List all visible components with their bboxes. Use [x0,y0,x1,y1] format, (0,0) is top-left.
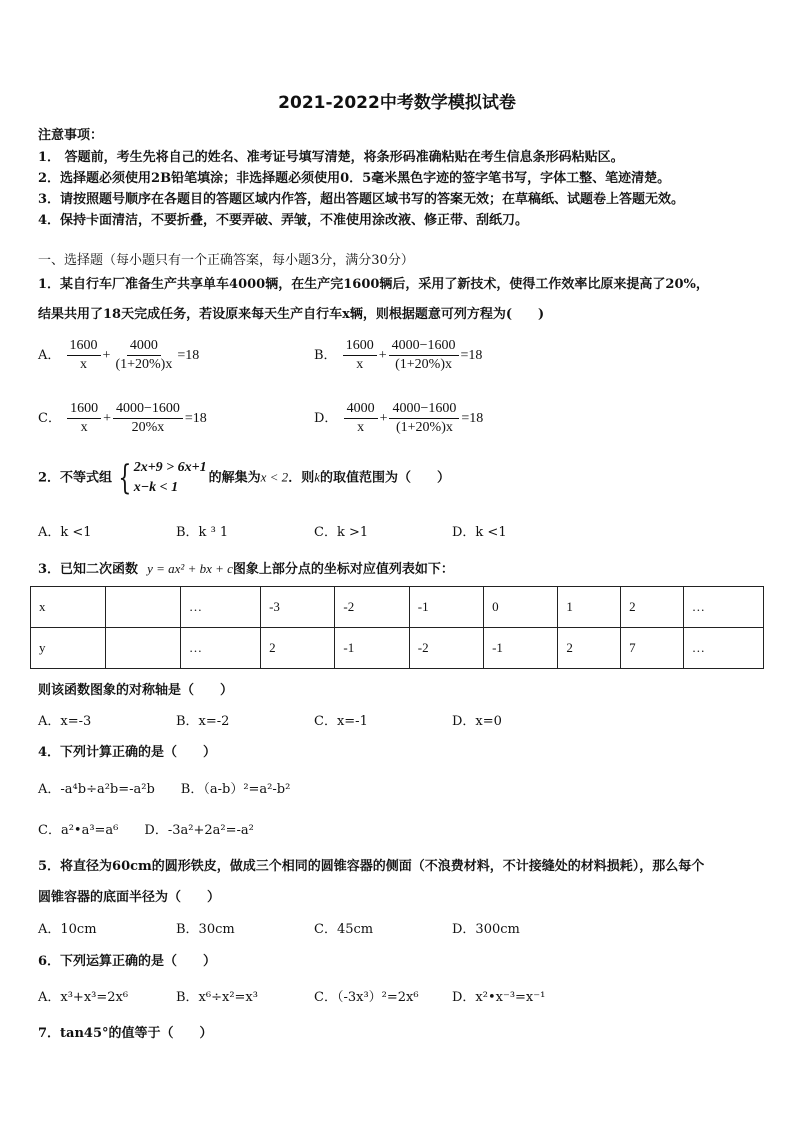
numerator: 4000 [344,401,378,419]
brace-icon: { [118,458,132,498]
q5-option-a[interactable]: A．10cm [38,922,97,937]
q4-options-cd[interactable]: C．a²•a³=a⁶ D．-3a²+2a²=-a² [38,823,254,838]
q5-option-c[interactable]: C．45cm [314,922,374,937]
fraction [343,338,377,373]
numerator: 4000 [127,338,161,356]
inequality-row: 2x+9 > 6x+1 [133,460,207,475]
table-row-y [31,628,764,669]
q2-stem [38,458,450,498]
q2-option-d[interactable]: D．k <1 [452,525,507,540]
table-cell: -1 [335,628,409,669]
notice-item: 1． 答题前，考生先将自己的姓名、准考证号填写清楚，将条形码准确粘贴在考生信息条形码粘贴区。 [38,150,624,165]
q3-option-b[interactable]: B．x=-2 [176,714,230,729]
q6-option-a[interactable]: A．x³+x³=2x⁶ [38,990,129,1005]
page-title: 2021-2022中考数学模拟试卷 [278,93,516,113]
q5-stem-line2: 圆锥容器的底面半径为（ ） [38,890,221,905]
fraction [389,338,459,373]
table-cell: -3 [261,587,335,628]
notice-item: 2．选择题必须使用2B铅笔填涂；非选择题必须使用0．5毫米黑色字迹的签字笔书写，字体工整、笔迹清楚。 [38,171,671,186]
rhs: =18 [460,348,483,363]
rhs: =18 [184,411,207,426]
q3-prefix: 3．已知二次函数 [38,562,139,577]
q2-condition: x < 2 [260,469,289,485]
table-cell: 0 [484,587,558,628]
table-cell: -1 [409,587,483,628]
table-cell: … [683,628,763,669]
q1-option-d[interactable]: D． $\frac{4000}{x}$ + $\frac{4000-1600}{(1+20\%)x}$ =18 [314,401,484,435]
table-cell: … [181,587,261,628]
denominator: x [80,357,88,372]
denominator: 20%x [131,420,165,435]
table-cell [106,628,181,669]
table-cell: 2 [558,628,621,669]
denominator: x [357,420,365,435]
notice-item: 4．保持卡面清洁，不要折叠，不要弄破、弄皱，不准使用涂改液、修正带、刮纸刀。 [38,213,529,228]
notice-heading: 注意事项： [38,128,104,143]
numerator: 4000−1600 [389,401,459,419]
q5-stem-line1: 5．将直径为60cm的圆形铁皮，做成三个相同的圆锥容器的侧面（不浪费材料，不计接缝处的材料损耗），那么每个 [38,859,705,874]
option-label: A． [38,348,61,363]
denominator: (1+20%)x [115,357,173,372]
q1-stem-line1: 1．某自行车厂准备生产共享单车4000辆，在生产完1600辆后，采用了新技术，使得工作效率比原来提高了20%， [38,277,709,292]
q1-option-b[interactable]: B． $\frac{1600}{x}$ + $\frac{4000-1600}{(1+20\%)x}$ =18 [314,338,483,372]
q2-suffix: 的取值范围为（ ） [319,470,450,486]
table-cell: y [31,628,106,669]
denominator: x [80,420,88,435]
table-cell: 2 [621,587,684,628]
q2-prefix: 2．不等式组 [38,470,113,486]
table-row-x [31,587,764,628]
option-label: B． [314,348,337,363]
q1-option-a[interactable]: A． $\frac{1600}{x}$ + $\frac{4000}{(1+20\%)x}$ =18 [38,338,200,372]
q2-variable: k [314,469,320,485]
q3-option-a[interactable]: A．x=-3 [38,714,92,729]
table-cell: … [181,628,261,669]
table-cell: -2 [409,628,483,669]
q6-option-c[interactable]: C．（-3x³）²=2x⁶ [314,990,419,1005]
q4-stem: 4．下列计算正确的是（ ） [38,745,217,760]
q2-mid: 的解集为 [208,470,261,486]
q7-stem: 7．tan45°的值等于（ ） [38,1026,213,1041]
numerator: 4000−1600 [389,338,459,356]
q3-option-c[interactable]: C．x=-1 [314,714,368,729]
denominator: (1+20%)x [395,420,453,435]
numerator: 1600 [67,338,101,356]
table-cell: 7 [621,628,684,669]
q3-question: 则该函数图象的对称轴是（ ） [38,683,234,698]
q3-formula: y = ax² + bx + c [147,561,233,576]
q1-stem-line2: 结果共用了18天完成任务，若设原来每天生产自行车x辆，则根据题意可列方程为( ) [38,307,545,322]
table-cell: -2 [335,587,409,628]
value-table [30,586,764,669]
q6-option-d[interactable]: D．x²•x⁻³=x⁻¹ [452,990,546,1005]
rhs: =18 [461,411,484,426]
inequality-system [114,458,207,498]
q2-option-a[interactable]: A．k <1 [38,525,92,540]
q2-mid2: ．则 [288,470,315,486]
q3-option-d[interactable]: D．x=0 [452,714,502,729]
fraction [112,338,175,373]
q1-option-c[interactable]: C． $\frac{1600}{x}$ + $\frac{4000-1600}{20\%x}$ =18 [38,401,207,435]
numerator: 1600 [67,401,101,419]
rhs: =18 [177,348,200,363]
numerator: 1600 [343,338,377,356]
numerator: 4000−1600 [113,401,183,419]
section-heading: 一、选择题（每小题只有一个正确答案，每小题3分，满分30分） [38,253,414,268]
notice-item: 3．请按照题号顺序在各题目的答题区域内作答，超出答题区域书写的答案无效；在草稿纸、试题卷上答题无效。 [38,192,685,207]
fraction [67,401,101,436]
inequality-row: x−k < 1 [133,480,179,495]
q2-option-c[interactable]: C．k >1 [314,525,369,540]
table-cell [106,587,181,628]
q6-stem: 6．下列运算正确的是（ ） [38,954,217,969]
q4-options-ab[interactable]: A．-a⁴b÷a²b=-a²b B．（a-b）²=a²-b² [38,782,291,797]
q6-option-b[interactable]: B．x⁶÷x²=x³ [176,990,258,1005]
denominator: x [356,357,364,372]
q3-stem [38,558,454,577]
fraction [67,338,101,373]
fraction [344,401,378,436]
q5-option-b[interactable]: B．30cm [176,922,235,937]
table-cell: x [31,587,106,628]
q3-suffix: 图象上部分点的坐标对应值列表如下： [232,562,454,577]
q5-option-d[interactable]: D．300cm [452,922,520,937]
denominator: (1+20%)x [395,357,452,372]
table-cell: -1 [484,628,558,669]
q2-option-b[interactable]: B．k ³ 1 [176,525,229,540]
table-cell: … [683,587,763,628]
table-cell: 2 [261,628,335,669]
fraction [389,401,459,436]
option-label: C． [38,411,61,426]
table-cell: 1 [558,587,621,628]
fraction [113,401,183,436]
option-label: D． [314,411,338,426]
